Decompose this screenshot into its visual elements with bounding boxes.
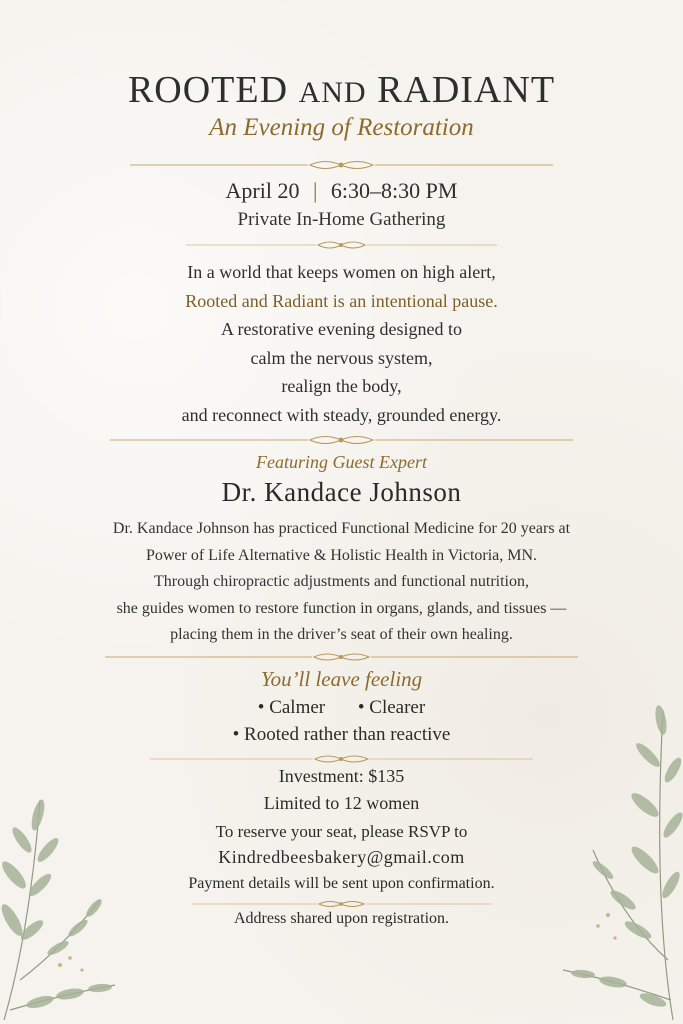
leaf-branch-icon — [0, 780, 130, 1024]
title-word-radiant: RADIANT — [377, 69, 556, 111]
bio-line: Dr. Kandace Johnson has practiced Functional Medicine for 20 years at — [112, 520, 571, 537]
title-word-rooted: ROOTED — [127, 69, 289, 111]
feeling-item: • Rooted rather than reactive — [232, 724, 451, 745]
intro-line: realign the body, — [281, 376, 402, 396]
investment-price: Investment: $135 — [278, 766, 405, 786]
ornamental-divider-icon — [186, 238, 497, 252]
event-time: 6:30–8:30 PM — [330, 178, 458, 203]
event-date: April 20 — [225, 178, 300, 203]
ornamental-divider-icon — [110, 432, 573, 448]
bio-line: Through chiropractic adjustments and functional nutrition, — [153, 573, 529, 590]
capacity-limit: Limited to 12 women — [263, 793, 420, 813]
bio-line: Power of Life Alternative & Holistic Health in Victoria, MN. — [145, 546, 538, 564]
leaf-branch-icon — [553, 700, 683, 1024]
expert-name: Dr. Kandace Johnson — [221, 477, 462, 507]
feelings-heading: You’ll leave feeling — [260, 667, 423, 691]
rsvp-instructions: To reserve your seat, please RSVP to — [215, 822, 468, 841]
feeling-item: • Clearer — [357, 697, 426, 718]
payment-note: Payment details will be sent upon confirmation. — [188, 875, 495, 892]
intro-paragraph — [0, 258, 683, 429]
intro-line: A restorative evening designed to — [221, 319, 462, 339]
event-subtitle: An Evening of Restoration — [209, 114, 474, 141]
title-word-and: AND — [298, 76, 367, 109]
intro-line: calm the nervous system, — [250, 347, 433, 368]
address-note: Address shared upon registration. — [233, 910, 450, 927]
intro-line: In a world that keeps women on high alert, — [187, 262, 496, 282]
intro-line: and reconnect with steady, grounded energy. — [181, 404, 502, 425]
rsvp-email: Kindredbeesbakery@gmail.com — [218, 847, 465, 867]
intro-line-highlight: Rooted and Radiant is an intentional pause. — [185, 290, 498, 311]
featuring-label: Featuring Guest Expert — [256, 452, 427, 472]
bio-line: placing them in the driver’s seat of their own healing. — [170, 626, 513, 643]
expert-bio — [0, 516, 683, 649]
bio-line: she guides women to restore function in organs, glands, and tissues — — [116, 599, 567, 617]
event-title — [0, 68, 683, 112]
ornamental-divider-icon — [150, 752, 533, 766]
ornamental-divider-icon — [192, 898, 491, 910]
date-separator: | — [313, 178, 318, 203]
ornamental-divider-icon — [105, 650, 578, 664]
event-date-time — [0, 178, 683, 204]
event-venue: Private In-Home Gathering — [237, 209, 446, 230]
feeling-item: • Calmer — [257, 697, 326, 718]
ornamental-divider-icon — [130, 157, 553, 173]
